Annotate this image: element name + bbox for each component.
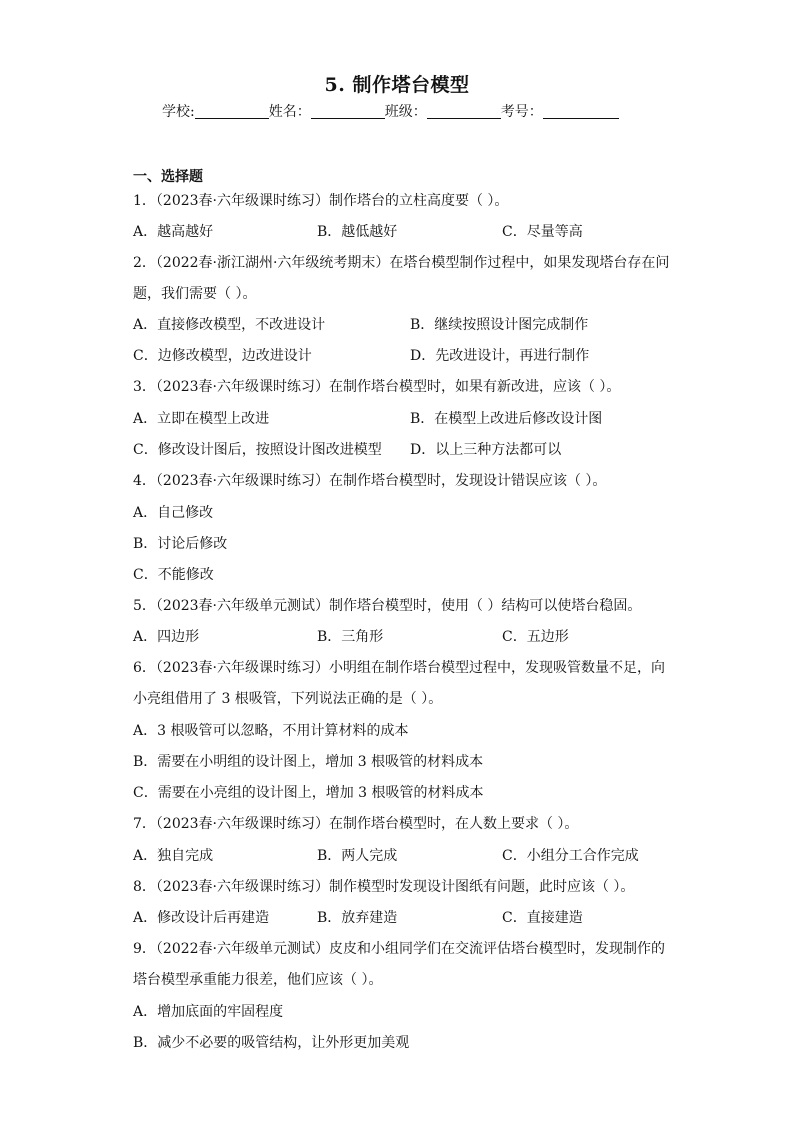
question-8-option-c: C．直接建造: [502, 910, 583, 926]
question-2-option-b: B．继续按照设计图完成制作: [410, 317, 589, 333]
question-2-option-a: A．直接修改模型，不改进设计: [133, 317, 326, 333]
class-label: 班级：: [384, 104, 427, 120]
question-1-option-a: A．越高越好: [133, 224, 214, 240]
question-4-stem: 4．（2023春·六年级课时练习）在制作塔台模型时，发现设计错误应该（ ）。: [133, 473, 607, 489]
question-2-option-d: D．先改进设计，再进行制作: [410, 348, 590, 364]
section-title: 一、选择题: [133, 169, 203, 185]
question-3-option-a: A．立即在模型上改进: [133, 411, 270, 427]
question-7-option-c: C．小组分工合作完成: [502, 848, 639, 864]
question-9-option-a: A．增加底面的牢固程度: [133, 1004, 284, 1020]
question-6-option-c: C．需要在小亮组的设计图上，增加 3 根吸管的材料成本: [133, 785, 484, 801]
school-label: 学校:: [162, 104, 195, 120]
question-6-stem-line2: 小亮组借用了 3 根吸管，下列说法正确的是（ ）。: [133, 691, 443, 707]
student-info-line: [162, 101, 619, 121]
question-7-option-b: B．两人完成: [317, 848, 398, 864]
question-9-stem-line2: 塔台模型承重能力很差，他们应该（ ）。: [133, 972, 383, 988]
question-3-stem: 3．（2023春·六年级课时练习）在制作塔台模型时，如果有新改进，应该（ ）。: [133, 379, 621, 395]
class-blank: [427, 104, 501, 119]
question-7-option-a: A．独自完成: [133, 848, 214, 864]
page-title: 5. 制作塔台模型: [324, 74, 470, 96]
question-5-stem: 5．（2023春·六年级单元测试）制作塔台模型时，使用（ ）结构可以使塔台稳固。: [133, 598, 642, 614]
exam-number-label: 考号：: [500, 104, 543, 120]
question-4-option-b: B．讨论后修改: [133, 536, 228, 552]
question-6-stem-line1: 6．（2023春·六年级课时练习）小明组在制作塔台模型过程中，发现吸管数量不足，向: [133, 660, 665, 676]
question-9-stem-line1: 9．（2022春·六年级单元测试）皮皮和小组同学们在交流评估塔台模型时，发现制作的: [133, 941, 665, 957]
question-5-option-a: A．四边形: [133, 629, 200, 645]
question-1-option-c: C．尽量等高: [502, 224, 583, 240]
question-1-stem: 1．（2023春·六年级课时练习）制作塔台的立柱高度要（ ）。: [133, 193, 509, 209]
question-4-option-c: C．不能修改: [133, 567, 214, 583]
question-6-option-b: B．需要在小明组的设计图上，增加 3 根吸管的材料成本: [133, 754, 484, 770]
question-2-stem-line1: 2．（2022春·浙江湖州·六年级统考期末）在塔台模型制作过程中，如果发现塔台存在问: [133, 255, 670, 271]
question-2-option-c: C．边修改模型，边改进设计: [133, 348, 312, 364]
question-9-option-b: B．减少不必要的吸管结构，让外形更加美观: [133, 1035, 410, 1051]
school-blank: [195, 104, 269, 119]
question-5-option-b: B．三角形: [317, 629, 384, 645]
question-5-option-c: C．五边形: [502, 629, 569, 645]
question-3-option-d: D．以上三种方法都可以: [410, 442, 562, 458]
exam-number-blank: [543, 104, 619, 119]
question-4-option-a: A．自己修改: [133, 505, 214, 521]
question-1-option-b: B．越低越好: [317, 224, 398, 240]
question-3-option-c: C．修改设计图后，按照设计图改进模型: [133, 442, 382, 458]
question-7-stem: 7．（2023春·六年级课时练习）在制作塔台模型时，在人数上要求（ ）。: [133, 816, 579, 832]
question-8-option-a: A．修改设计后再建造: [133, 910, 270, 926]
question-8-stem: 8．（2023春·六年级课时练习）制作模型时发现设计图纸有问题，此时应该（ ）。: [133, 879, 635, 895]
question-2-stem-line2: 题，我们需要（ ）。: [133, 286, 257, 302]
name-blank: [311, 104, 385, 119]
question-3-option-b: B．在模型上改进后修改设计图: [410, 411, 603, 427]
name-label: 姓名：: [268, 104, 311, 120]
question-6-option-a: A．3 根吸管可以忽略，不用计算材料的成本: [133, 723, 409, 739]
question-8-option-b: B．放弃建造: [317, 910, 398, 926]
